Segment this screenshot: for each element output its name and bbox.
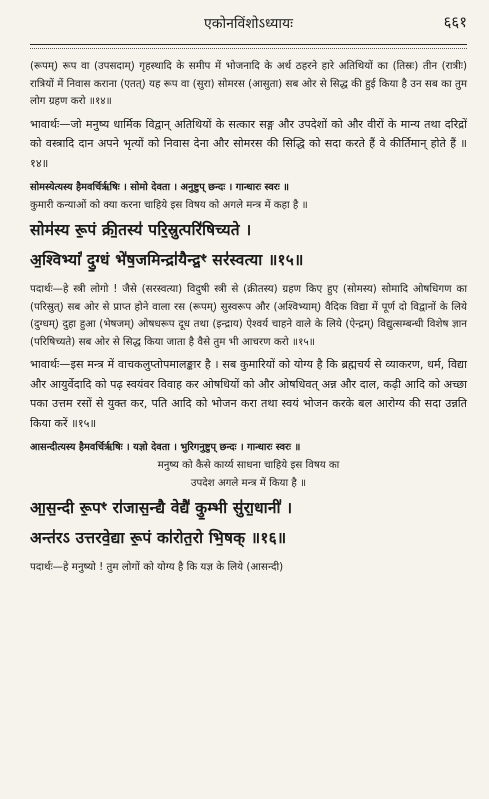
intro-line: मनुष्य को कैसे कार्य्य साधना चाहिये इस विषय का (157, 460, 340, 471)
chapter-title: एकोनविंशोऽध्यायः (204, 16, 293, 32)
page-header (30, 8, 467, 42)
header-rule (30, 44, 467, 55)
page-number: ६६१ (443, 13, 467, 31)
mantra-line: अन्त॑रऽ उत्तरवे॒द्या रू॒पं का॑रोत॒रो भि॒षक् ॥१६॥ (30, 529, 287, 547)
mantra-line: सोम॑स्य रू॒पं क्री॒तस्य॑ परि॒स्रुत्परि॑षिच्यते । (30, 221, 252, 239)
intro-line: उपदेश अगले मन्त्र में किया है ॥ (190, 478, 307, 489)
intro-line: कुमारी कन्याओं को क्या करना चाहिये इस विषय को अगले मन्त्र में कहा है ॥ (30, 200, 308, 211)
mantra-line: आ॒स॒न्दी रू॒पꣳ रा॑जास॒न्द्यै वेद्यै॑ कु॒म्भी सु॑रा॒धानी॑ । (30, 499, 293, 517)
padartha-paragraph: पदार्थः—हे मनुष्यो ! तुम लोगों को योग्य है कि यज्ञ के लिये (आसन्दी) (30, 561, 284, 573)
mantra-line: अ॒श्विभ्यां॑ दु॒ग्धं भे॑ष॒जमिन्द्रा॑यैन्द्र॒ꣳ सर॑स्वत्या ॥१५॥ (30, 251, 304, 269)
padartha-paragraph: (रूपम्) रूप वा (उपसदाम्) गृहस्थादि के समीप में भोजनादि के अर्थ ठहरने हारे अतिथियों का (तिस्रः) तीन (रात्रीः) रात्रियों में निवास कराना (एतत्) यह रूप वा (सुरा) सोमरस (आसुता) सब ओर से सिद्ध की हुई किया है उन सब का तुम लोग ग्रहण करो ॥१४॥ (30, 60, 467, 107)
padartha-paragraph: पदार्थः—हे स्त्री लोगो ! जैसे (सरस्वत्या) विदुषी स्त्री से (क्रीतस्य) ग्रहण किए हुए (सोमस्य) सोमादि ओषधिगण का (परिस्रुत्) सब ओर से प्राप्त होने वाला रस (रूपम्) सुस्वरूप और (अश्विभ्याम्) वैदिक विद्या में पूर्ण दो विद्वानों के लिये (दुग्धम्) दुहा हुआ (भेषजम्) ओषधरूप दूध तथा (इन्द्राय) ऐश्वर्य चाहने वाले के लिये (ऐन्द्रम्) विद्युत्सम्बन्धी विशेष ज्ञान (परिषिच्यते) सब ओर से सिद्ध किया जाता है वैसे तुम भी आचरण करो ॥१५॥ (30, 283, 467, 348)
bhavartha-paragraph: भावार्थः—जो मनुष्य धार्मिक विद्वान् अतिथियों के सत्कार सङ्ग और उपदेशों को और वीरों के मान्य तथा दरिद्रों को वस्त्रादि दान अपने भृत्यों को निवास देना और सोमरस की सिद्धि को सदा करते हैं वे कीर्तिमान् होते हैं ॥१४॥ (30, 117, 467, 170)
rishi-devata-line: आसन्दीत्यस्य हैमवर्चिर्ऋषिः । यज्ञो देवता । भुरिगनुष्टुप् छन्दः । गान्धारः स्वरः ॥ (30, 442, 301, 453)
rishi-devata-line: सोमस्येत्यस्य हैमवर्चिर्ऋषिः । सोमो देवता । अनुष्टुप् छन्दः । गान्धारः स्वरः ॥ (30, 182, 290, 193)
bhavartha-paragraph: भावार्थः—इस मन्त्र में वाचकलुप्तोपमालङ्कार है । सब कुमारियों को योग्य है कि ब्रह्मचर्य से व्याकरण, धर्म, विद्या और आयुर्वेदादि को पढ़ स्वयंवर विवाह कर ओषधियों को और ओषधिवत् अन्न और दाल, कढ़ी आदि को अच्छा पका उत्तम रसों से युक्त कर, पति आदि को भोजन करा तथा स्वयं भोजन करके बल आरोग्य की सदा उन्नति किया करें ॥१५॥ (30, 358, 468, 430)
text-body (30, 58, 467, 581)
